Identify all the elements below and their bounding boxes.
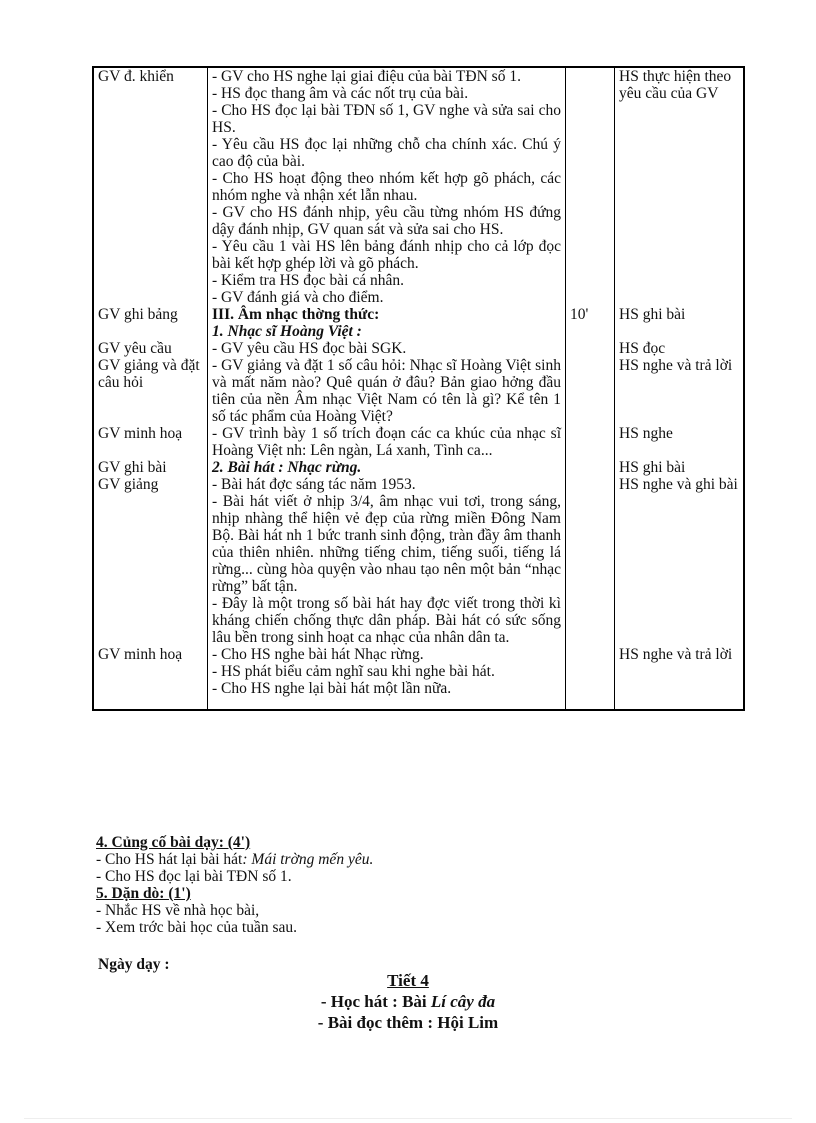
table-row xyxy=(93,67,744,306)
content-line: - Cho HS hoạt động theo nhóm kết hợp gõ phách, các nhóm nghe và nhận xét lẫn nhau. xyxy=(212,170,561,204)
content-cell xyxy=(208,67,566,306)
homework-line: - Nhắc HS về nhà học bài, xyxy=(96,902,260,919)
content-line: - GV cho HS đánh nhịp, yêu cầu từng nhóm HS đứng dậy đánh nhịp, GV quan sát và sửa sai cho HS. xyxy=(212,204,561,238)
section-subheading: 2. Bài hát : Nhạc rừng. xyxy=(212,459,362,476)
song-title: Lí cây đa xyxy=(430,992,496,1011)
table-row xyxy=(93,646,744,710)
table-row xyxy=(93,340,744,425)
student-activity: HS nghe và trả lời xyxy=(619,357,733,374)
homework-heading: 5. Dặn dò: (1') xyxy=(96,885,191,902)
content-line: - Kiểm tra HS đọc bài cá nhân. xyxy=(212,272,404,289)
time-cell xyxy=(566,459,615,646)
student-activity: HS nghe và trả lời xyxy=(619,646,733,663)
student-activity-cell xyxy=(615,646,745,710)
teacher-activity: GV minh hoạ xyxy=(98,646,183,663)
student-activity: HS thực hiện theo yêu cầu của GV xyxy=(619,68,732,102)
student-activity-cell xyxy=(615,67,745,306)
time-cell xyxy=(566,340,615,425)
student-activity-cell xyxy=(615,459,745,646)
student-activity-cell xyxy=(615,340,745,425)
teacher-activity-cell xyxy=(93,340,208,425)
homework-line: - Xem trớc bài học của tuần sau. xyxy=(96,919,298,936)
content-line: - GV trình bày 1 số trích đoạn các ca khúc của nhạc sĩ Hoàng Việt nh: Lên ngàn, Lá xanh, Tình ca... xyxy=(212,425,561,459)
content-line: - Cho HS nghe lại bài hát một lần nữa. xyxy=(212,680,452,697)
teaching-date-label: Ngày dạy : xyxy=(98,956,170,973)
content-line: - Đây là một trong số bài hát hay đợc viết trong thời kì kháng chiến chống thực dân pháp. Bài hát có sức sống lâu bền trong sinh hoạt ca nhạc của nhân dân ta. xyxy=(212,595,561,646)
content-cell xyxy=(208,646,566,710)
consolidate-line: - Cho HS đọc lại bài TĐN số 1. xyxy=(96,868,292,885)
table-row xyxy=(93,425,744,459)
content-line: - HS đọc thang âm và các nốt trụ của bài. xyxy=(212,85,469,102)
content-cell xyxy=(208,459,566,646)
time-cell xyxy=(566,646,615,710)
teacher-activity: GV yêu cầu xyxy=(98,340,172,357)
teacher-activity: GV giảng xyxy=(98,476,159,493)
closing-section xyxy=(96,834,736,936)
student-activity-cell xyxy=(615,425,745,459)
lesson-line xyxy=(0,991,816,1012)
student-activity-cell xyxy=(615,306,745,340)
teacher-activity: GV ghi bảng xyxy=(98,306,178,323)
table-row xyxy=(93,306,744,340)
lesson-number: Tiết 4 xyxy=(387,971,429,990)
time-cell xyxy=(566,425,615,459)
content-line: - GV yêu cầu HS đọc bài SGK. xyxy=(212,340,407,357)
content-line: - Cho HS nghe bài hát Nhạc rừng. xyxy=(212,646,424,663)
consolidate-line xyxy=(96,851,736,868)
section-heading: III. Âm nhạc thờng thức: xyxy=(212,306,380,323)
song-title: : Mái trờng mến yêu. xyxy=(242,851,374,868)
teacher-activity-cell xyxy=(93,646,208,710)
content-cell xyxy=(208,306,566,340)
content-line: - GV giảng và đặt 1 số câu hỏi: Nhạc sĩ Hoàng Việt sinh và mất năm nào? Quê quán ở đâu? Bản giao hởng đầu tiên của nền Âm nhạc Việt Nam có tên là gì? Kể tên 1 số tác phẩm của Hoàng Việt? xyxy=(212,357,561,425)
content-line: - GV cho HS nghe lại giai điệu của bài TĐN số 1. xyxy=(212,68,521,85)
time-cell xyxy=(566,67,615,306)
student-activity: HS ghi bài xyxy=(619,306,686,323)
lesson-line: - Bài đọc thêm : Hội Lim xyxy=(317,1013,499,1032)
consolidate-text: - Cho HS hát lại bài hát xyxy=(96,851,243,868)
content-line: - HS phát biểu cảm nghĩ sau khi nghe bài hát. xyxy=(212,663,495,680)
teacher-activity: GV đ. khiển xyxy=(98,68,174,85)
table-row xyxy=(93,459,744,646)
teacher-activity: GV ghi bài xyxy=(98,459,167,476)
page-edge-divider xyxy=(24,1118,792,1119)
content-line: - Cho HS đọc lại bài TĐN số 1, GV nghe và sửa sai cho HS. xyxy=(212,102,561,136)
teacher-activity-cell xyxy=(93,306,208,340)
student-activity: HS ghi bài xyxy=(619,459,686,476)
teacher-activity-cell xyxy=(93,67,208,306)
next-lesson-block xyxy=(0,970,816,1033)
content-cell xyxy=(208,340,566,425)
student-activity: HS nghe và ghi bài xyxy=(619,476,738,493)
teacher-activity: GV giảng và đặt câu hỏi xyxy=(98,357,200,391)
teacher-activity: GV minh hoạ xyxy=(98,425,183,442)
student-activity: HS đọc xyxy=(619,340,666,357)
teacher-activity-cell xyxy=(93,459,208,646)
content-cell xyxy=(208,425,566,459)
teacher-activity-cell xyxy=(93,425,208,459)
time-cell xyxy=(566,306,615,340)
consolidate-heading: 4. Củng cố bài dạy: (4') xyxy=(96,834,251,851)
student-activity: HS nghe xyxy=(619,425,673,442)
content-line: - Yêu cầu HS đọc lại những chỗ cha chính xác. Chú ý cao độ của bài. xyxy=(212,136,561,170)
content-line: - Yêu cầu 1 vài HS lên bảng đánh nhịp cho cả lớp đọc bài kết hợp ghép lời và gõ phách. xyxy=(212,238,561,272)
lesson-text: - Học hát : Bài xyxy=(320,992,431,1011)
section-subheading: 1. Nhạc sĩ Hoàng Việt : xyxy=(212,323,362,340)
lesson-plan-table xyxy=(92,66,745,711)
content-line: - GV đánh giá và cho điểm. xyxy=(212,289,384,306)
content-line: - Bài hát đợc sáng tác năm 1953. xyxy=(212,476,416,493)
content-line: - Bài hát viết ở nhịp 3/4, âm nhạc vui tơi, trong sáng, nhịp nhàng thể hiện vẻ đẹp của rừng miền Đông Nam Bộ. Bài hát nh 1 bức tranh sinh động, tràn đầy âm thanh của thiên nhiên. những tiếng chim, tiếng suối, tiếng lá rừng... cùng hòa quyện vào nhau tạo nên một bản “nhạc rừng” bất tận. xyxy=(212,493,561,595)
time-value: 10' xyxy=(570,306,589,323)
